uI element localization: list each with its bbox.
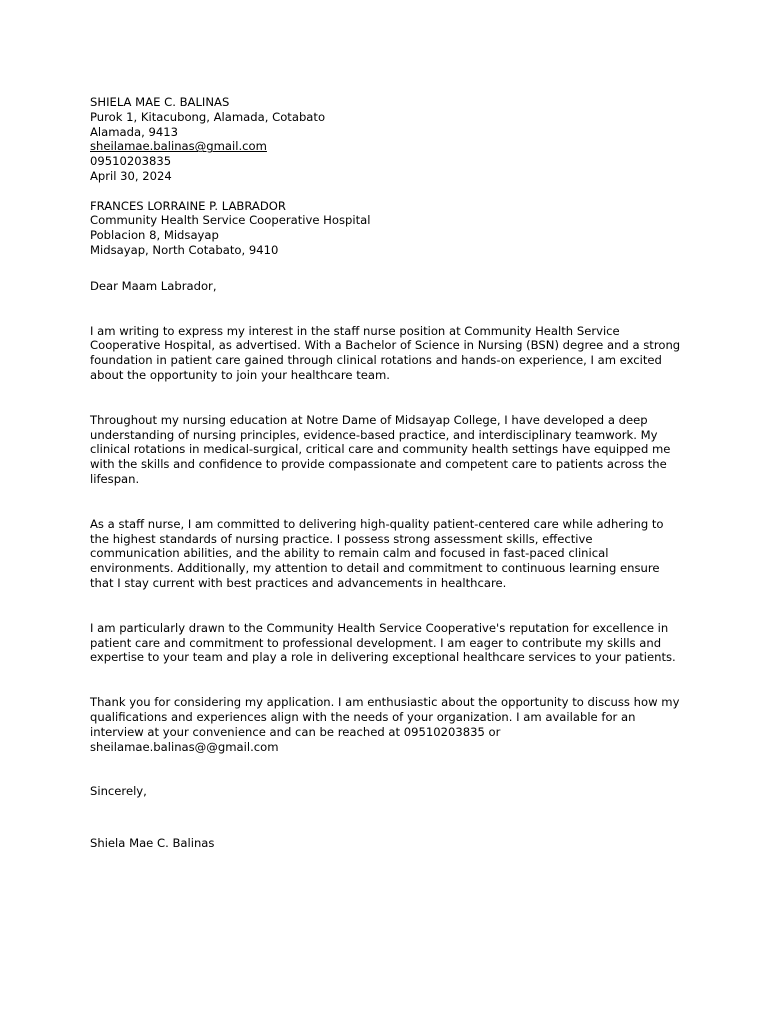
body-paragraph-5: Thank you for considering my application. I am enthusiastic about the opportunity to discuss how my qualifications and experiences align with the needs of your organization. I am available for an interview at your convenience and can be reached at 09510203835 or sheilamae.balinas@@gmail.com [90,695,680,754]
body-paragraph-2: Throughout my nursing education at Notre Dame of Midsayap College, I have developed a deep understanding of nursing principles, evidence-based practice, and interdisciplinary teamwork. My clinical rotations in medical-surgical, critical care and community health settings have equipped me with the skills and confidence to provide compassionate and competent care to patients across the lifespan. [90,412,671,486]
sender-phone: 09510203835 [90,154,172,169]
recipient-address-line-2: Midsayap, North Cotabato, 9410 [90,242,279,257]
sender-address-line-1: Purok 1, Kitacubong, Alamada, Cotabato [90,109,326,124]
sender-name: SHIELA MAE C. BALINAS [90,95,230,109]
recipient-block [90,199,690,258]
sender-email-link[interactable]: sheilamae.balinas@gmail.com [90,139,267,154]
closing: Sincerely, [90,784,147,799]
sender-address-line-2: Alamada, 9413 [90,124,178,139]
body-paragraph-3: As a staff nurse, I am committed to delivering high-quality patient-centered care while adhering to the highest standards of nursing practice. I possess strong assessment skills, effective communication abilities, and the ability to remain calm and focused in fast-paced clinical environments. Additionally, my attention to detail and commitment to continuous learning ensure that I stay current with best practices and advancements in healthcare. [90,516,664,590]
signature-name: Shiela Mae C. Balinas [90,836,215,851]
recipient-organization: Community Health Service Cooperative Hospital [90,213,371,228]
recipient-address-line-1: Poblacion 8, Midsayap [90,228,219,243]
letter-date: April 30, 2024 [90,168,172,183]
recipient-name: FRANCES LORRAINE P. LABRADOR [90,198,286,213]
letter-page [90,95,690,851]
body-paragraph-1: I am writing to express my interest in the staff nurse position at Community Health Service Cooperative Hospital, as advertised. With a Bachelor of Science in Nursing (BSN) degree and a strong foundation in patient care gained through clinical rotations and hands-on experience, I am excited about the opportunity to join your healthcare team. [90,323,681,382]
salutation: Dear Maam Labrador, [90,278,217,293]
body-paragraph-4: I am particularly drawn to the Community Health Service Cooperative's reputation for excellence in patient care and commitment to professional development. I am eager to contribute my skills and expertise to your team and play a role in delivering exceptional healthcare services to your patients. [90,620,676,665]
sender-block [90,95,690,184]
